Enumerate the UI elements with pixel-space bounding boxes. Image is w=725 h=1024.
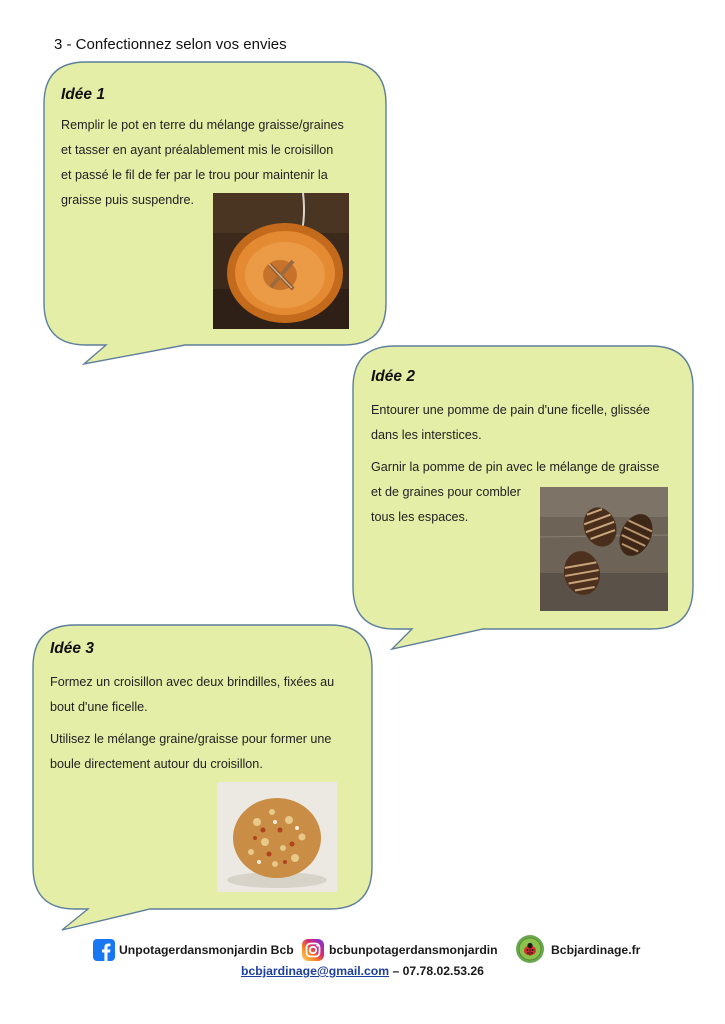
idea-1-line: et passé le fil de fer par le trou pour maintenir la (61, 168, 328, 182)
email-link[interactable]: bcbjardinage@gmail.com (241, 964, 390, 978)
seed-ball-photo (217, 782, 337, 892)
section-title: 3 - Confectionnez selon vos envies (54, 36, 287, 53)
idea-3-line: bout d'une ficelle. (50, 700, 148, 714)
idea-3-line: boule directement autour du croisillon. (50, 757, 263, 771)
idea-2-line: Entourer une pomme de pain d'une ficelle, glissée (371, 403, 650, 417)
idea-1-title: Idée 1 (61, 86, 105, 103)
idea-3-text-b (50, 727, 331, 777)
idea-3-line: Formez un croisillon avec deux brindilles, fixées au (50, 675, 335, 689)
facebook-icon (93, 939, 115, 961)
website-link[interactable] (515, 938, 640, 962)
idea-3-title: Idée 3 (50, 640, 94, 657)
website-label: Bcbjardinage.fr (551, 943, 641, 957)
facebook-link[interactable] (93, 938, 294, 962)
idea-2-line: et de graines pour combler (371, 485, 521, 499)
footer-contact (0, 964, 725, 978)
terracotta-pot-photo (213, 193, 349, 329)
idea-3-text-a (50, 670, 334, 720)
idea-1-line: et tasser en ayant préalablement mis le croisillon (61, 143, 334, 157)
footer-social-row (0, 938, 725, 962)
pine-cones-photo (540, 487, 668, 611)
idea-1-line: Remplir le pot en terre du mélange graisse/graines (61, 118, 344, 132)
instagram-label: bcbunpotagerdansmonjardin (329, 943, 498, 957)
instagram-icon (302, 939, 324, 961)
idea-2-line: Garnir la pomme de pin avec le mélange de graisse (371, 460, 660, 474)
idea-2-title: Idée 2 (371, 368, 415, 385)
idea-2-line: dans les interstices. (371, 428, 482, 442)
facebook-label: Unpotagerdansmonjardin Bcb (119, 943, 294, 957)
ladybug-logo-icon (515, 934, 545, 964)
idea-1-line: graisse puis suspendre. (61, 193, 195, 207)
idea-3-line: Utilisez le mélange graine/graisse pour former une (50, 732, 332, 746)
instagram-link[interactable] (302, 938, 498, 962)
idea-2-text-a (371, 398, 650, 448)
idea-2-line: tous les espaces. (371, 510, 469, 524)
phone-number: – 07.78.02.53.26 (392, 964, 484, 978)
